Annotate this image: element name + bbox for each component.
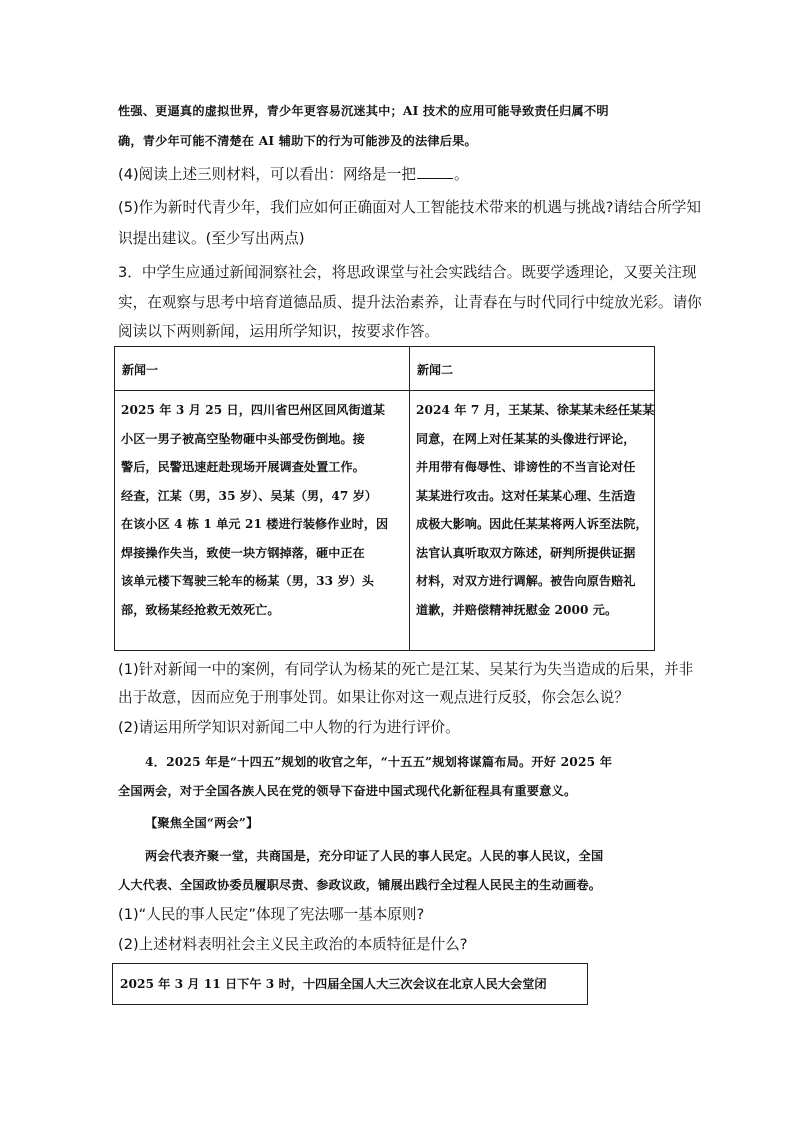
question-4-1: (1)“人民的事人民定”体现了宪法哪一基本原则? bbox=[118, 906, 425, 923]
news-table bbox=[114, 346, 655, 651]
intro-line-2: 确，青少年可能不清楚在 AI 辅助下的行为可能涉及的法律后果。 bbox=[118, 134, 477, 148]
section-3-line-3: 阅读以下两则新闻，运用所学知识，按要求作答。 bbox=[118, 323, 440, 340]
news-1-line: 2025 年 3 月 25 日，四川省巴州区回风街道某 bbox=[121, 403, 386, 417]
answer-blank[interactable] bbox=[417, 164, 453, 179]
section-3-line-2: 实，在观察与思考中培育道德品质、提升法治素养，让青春在与时代同行中绽放光彩。请你 bbox=[118, 294, 702, 311]
news-2-line: 法官认真听取双方陈述，研判所提供证据 bbox=[416, 545, 636, 560]
news-2-line: 同意，在网上对任某某的头像进行评论， bbox=[416, 431, 636, 446]
news-1-line: 部，致杨某经抢救无效死亡。 bbox=[121, 602, 280, 617]
section-4-line-2: 全国两会，对于全国各族人民在党的领导下奋进中国式现代化新征程具有重要意义。 bbox=[118, 784, 577, 798]
news-1-body bbox=[115, 391, 410, 651]
intro-line-1: 性强、更逼真的虚拟世界，青少年更容易沉迷其中；AI 技术的应用可能导致责任归属不明 bbox=[118, 104, 609, 118]
news-1-line: 焊接操作失当，致使一块方钢掉落，砸中正在 bbox=[121, 545, 365, 560]
news-1-line: 在该小区 4 栋 1 单元 21 楼进行装修作业时，因 bbox=[121, 517, 389, 531]
news-1-header: 新闻一 bbox=[122, 363, 159, 377]
question-4-end: 。 bbox=[453, 166, 469, 183]
question-5-line-1: (5)作为新时代青少年，我们应如何正确面对人工智能技术带来的机遇与挑战?请结合所学知 bbox=[118, 199, 701, 216]
question-3-1-line-2: 出于故意，因而应免于刑事处罚。如果让你对这一观点进行反驳，你会怎么说？ bbox=[118, 689, 629, 706]
news-1-line: 警后，民警迅速赶赴现场开展调查处置工作。 bbox=[121, 460, 365, 474]
news-2-line: 2024 年 7 月，王某某、徐某某未经任某某 bbox=[416, 403, 655, 417]
material-box bbox=[112, 963, 588, 1005]
news-2-line: 材料，对双方进行调解。被告向原告赔礼 bbox=[416, 574, 636, 588]
question-4 bbox=[118, 164, 469, 185]
question-5-line-2: 识提出建议。(至少写出两点) bbox=[118, 230, 305, 247]
section-3-line-1: 3．中学生应通过新闻洞察社会，将思政课堂与社会实践结合。既要学透理论，又要关注现 bbox=[118, 264, 697, 281]
news-2-header-cell bbox=[410, 347, 655, 391]
news-1-line: 小区一男子被高空坠物砸中头部受伤倒地。接 bbox=[121, 431, 365, 446]
news-2-line: 某某进行攻击。这对任某某心理、生活造 bbox=[416, 488, 636, 503]
news-1-line: 该单元楼下驾驶三轮车的杨某（男，33 岁）头 bbox=[121, 574, 375, 588]
news-2-header: 新闻二 bbox=[417, 363, 454, 377]
question-3-2: (2)请运用所学知识对新闻二中人物的行为进行评价。 bbox=[118, 719, 460, 736]
news-2-body bbox=[410, 391, 655, 651]
section-4-paragraph-line-2: 人大代表、全国政协委员履职尽责、参政议政，铺展出践行全过程人民民主的生动画卷。 bbox=[118, 878, 602, 892]
material-box-text: 2025 年 3 月 11 日下午 3 时，十四届全国人大三次会议在北京人民大会堂闭 bbox=[120, 977, 547, 991]
question-4-2: (2)上述材料表明社会主义民主政治的本质特征是什么? bbox=[118, 936, 468, 953]
section-4-paragraph-line-1: 两会代表齐聚一堂，共商国是，充分印证了人民的事人民定。人民的事人民议，全国 bbox=[145, 849, 604, 863]
question-4-text: (4)阅读上述三则材料，可以看出：网络是一把 bbox=[118, 166, 416, 183]
news-1-line: 经查，江某（男，35 岁）、吴某（男，47 岁） bbox=[121, 488, 378, 503]
question-3-1-line-1: (1)针对新闻一中的案例，有同学认为杨某的死亡是江某、吴某行为失当造成的后果，并非 bbox=[118, 661, 694, 678]
section-4-subtitle: 【聚焦全国“两会”】 bbox=[145, 816, 259, 830]
news-2-line: 成极大影响。因此任某某将两人诉至法院， bbox=[416, 517, 648, 531]
news-2-line: 并用带有侮辱性、诽谤性的不当言论对任 bbox=[416, 460, 636, 474]
news-2-line: 道歉，并赔偿精神抚慰金 2000 元。 bbox=[416, 602, 618, 617]
news-1-header-cell bbox=[115, 347, 410, 391]
section-4-line-1: 4．2025 年是“十四五”规划的收官之年，“十五五”规划将谋篇布局。开好 2025 年 bbox=[145, 755, 613, 769]
